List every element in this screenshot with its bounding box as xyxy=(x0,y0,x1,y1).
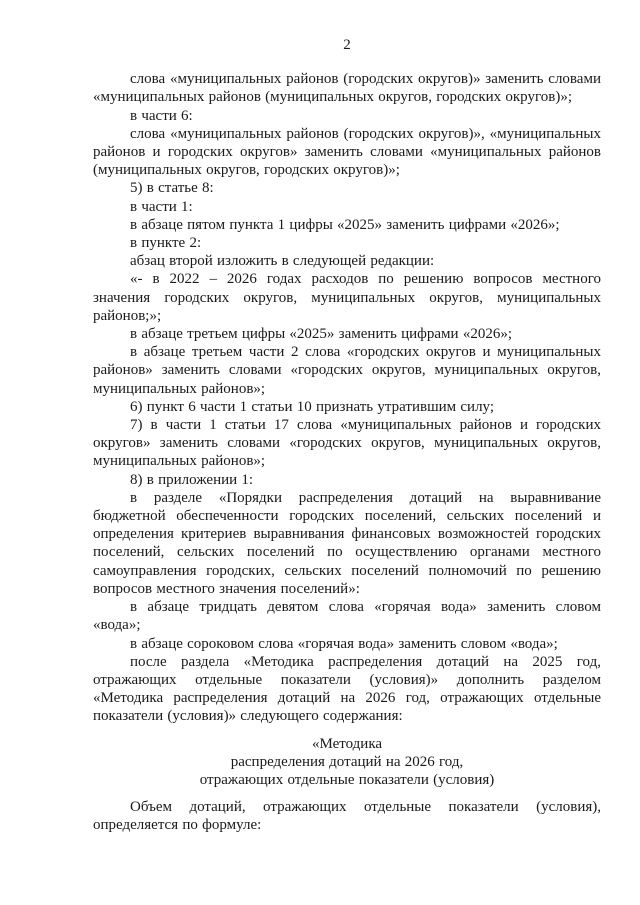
paragraph: в абзаце сороковом слова «горячая вода» заменить словом «вода»; xyxy=(130,635,558,652)
paragraph: Объем дотаций, отражающих отдельные показатели (условия), определяется по формуле: xyxy=(93,799,601,834)
paragraph: абзац второй изложить в следующей редакции: xyxy=(130,253,435,270)
paragraph: в абзаце третьем части 2 слова «городских округов и муниципальных районов» заменить словами «городских округов, муниципальных округов, муниципальных районов»; xyxy=(93,344,601,397)
paragraph: после раздела «Методика распределения дотаций на 2025 год, отражающих отдельные показатели (условия)» дополнить разделом «Методика распределения дотаций на 2026 год, отражающих отдельные показатели (условия)» следующего содержания: xyxy=(93,653,601,725)
paragraph: «- в 2022 – 2026 годах расходов по решению вопросов местного значения городских округов, муниципальных округов, муниципальных районов;»; xyxy=(93,271,601,324)
paragraph: 6) пункт 6 части 1 статьи 10 признать утратившим силу; xyxy=(130,398,495,415)
paragraph: 7) в части 1 статьи 17 слова «муниципальных районов и городских округов» заменить словами «городских округов, муниципальных округов, муниципальных районов»; xyxy=(93,417,601,470)
paragraph: 8) в приложении 1: xyxy=(130,471,254,488)
paragraph: 5) в статье 8: xyxy=(130,180,214,197)
paragraph: в абзаце пятом пункта 1 цифры «2025» заменить цифрами «2026»; xyxy=(130,216,560,233)
paragraph: слова «муниципальных районов (городских округов)» заменить словами «муниципальных районов (муниципальных округов, городских округов)»; xyxy=(93,71,601,106)
page-number: 2 xyxy=(343,37,351,53)
paragraph: в абзаце тридцать девятом слова «горячая вода» заменить словом «вода»; xyxy=(93,599,601,634)
paragraph: в абзаце третьем цифры «2025» заменить цифрами «2026»; xyxy=(130,326,512,343)
heading-line: отражающих отдельные показатели (условия) xyxy=(199,771,495,788)
paragraph: в части 6: xyxy=(130,107,193,124)
heading-line: «Методика xyxy=(311,735,383,752)
heading-line: распределения дотаций на 2026 год, xyxy=(230,753,464,770)
paragraph: в части 1: xyxy=(130,198,193,215)
paragraph: в пункте 2: xyxy=(130,235,202,252)
paragraph: в разделе «Порядки распределения дотаций на выравнивание бюджетной обеспеченности городских поселений, сельских поселений и определения критериев выравнивания финансовых возможностей городских поселений, сельских поселений по осуществлению органами местного самоуправления городских, сельских поселений полномочий по решению вопросов местного значения поселений»: xyxy=(93,489,601,597)
paragraph: слова «муниципальных районов (городских округов)», «муниципальных районов и городских округов» заменить словами «муниципальных районов (муниципальных округов, городских округов)»; xyxy=(93,125,601,179)
document-content xyxy=(93,36,601,835)
document-body xyxy=(93,70,601,834)
